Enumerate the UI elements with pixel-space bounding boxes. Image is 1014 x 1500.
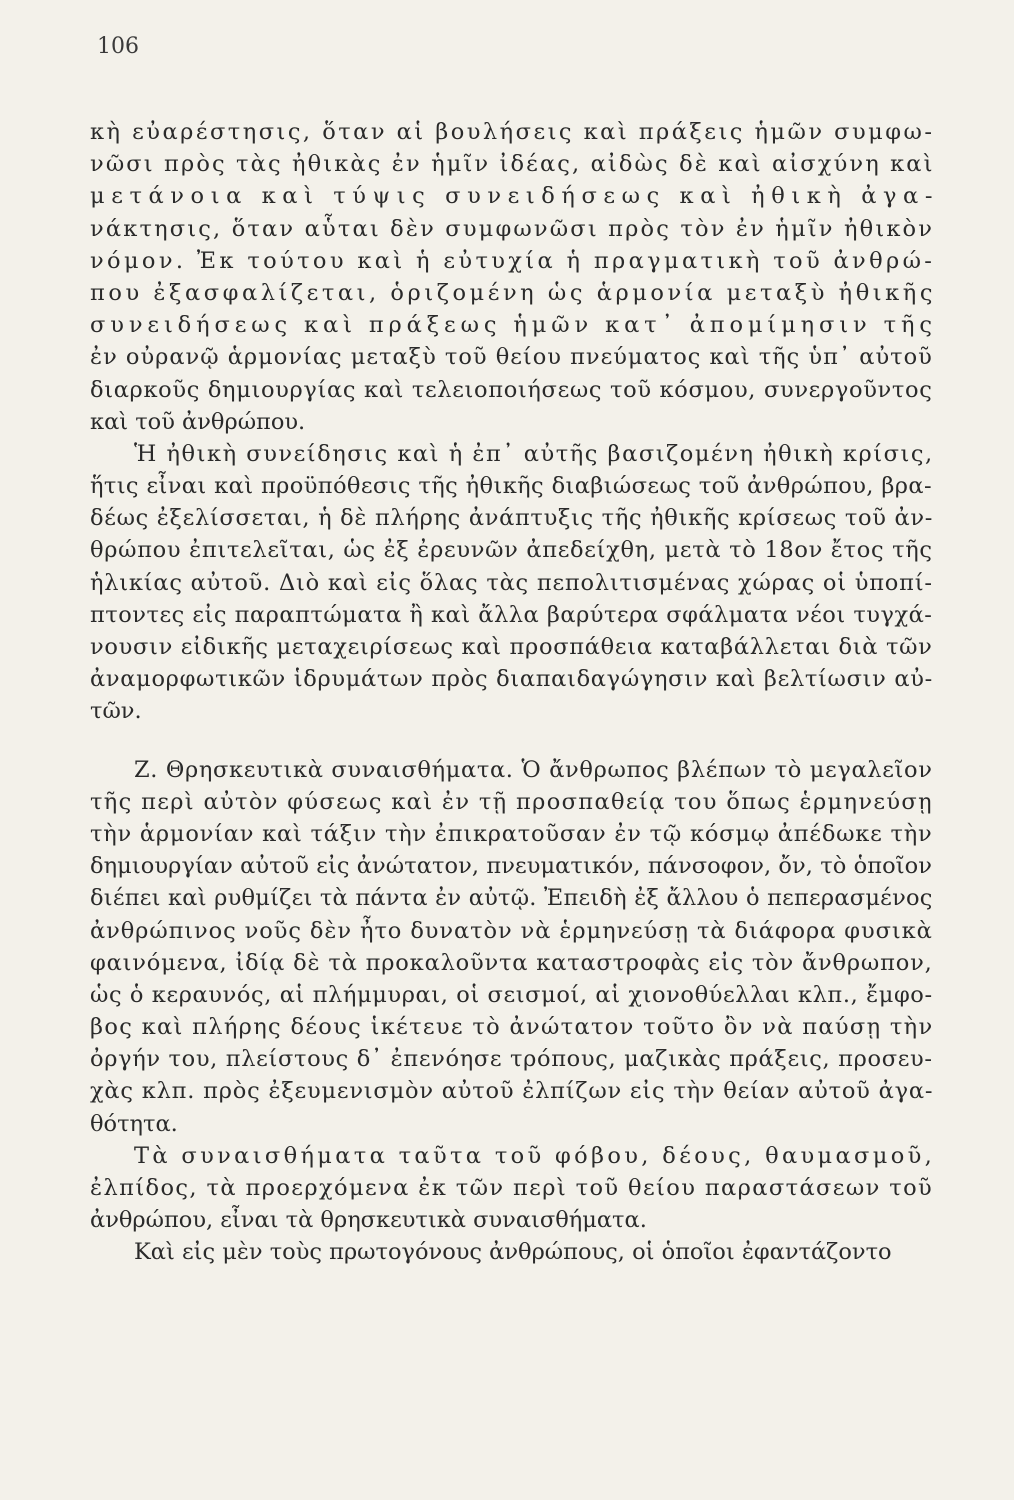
- text-line: θρώπου ἐπιτελεῖται, ὡς ἐξ ἐρευνῶν ἀπεδείχθη, μετὰ τὸ 18ον ἔτος τῆς: [90, 537, 933, 564]
- text-line: φαινόμενα, ἰδίᾳ δὲ τὰ προκαλοῦντα καταστροφὰς εἰς τὸν ἄνθρωπον,: [90, 949, 933, 976]
- text-line: ἀνθρώπου, εἶναι τὰ θρησκευτικὰ συναισθήματα.: [90, 1207, 647, 1234]
- text-line: που ἐξασφαλίζεται, ὁριζομένη ὡς ἁρμονία μεταξὺ ἠθικῆς: [90, 279, 936, 306]
- text-line: διαρκοῦς δημιουργίας καὶ τελειοποιήσεως τοῦ κόσμου, συνεργοῦντος: [90, 376, 933, 403]
- text-line: συνειδήσεως καὶ πράξεως ἡμῶν κατ᾽ ἀπομίμησιν τῆς: [90, 312, 937, 339]
- text-line: νάκτησις, ὅταν αὗται δὲν συμφωνῶσι πρὸς τὸν ἐν ἡμῖν ἠθικὸν: [90, 215, 935, 242]
- text-line: τὴν ἁρμονίαν καὶ τάξιν τὴν ἐπικρατοῦσαν ἐν τῷ κόσμῳ ἀπέδωκε τὴν: [90, 820, 933, 847]
- text-line: κὴ εὐαρέστησις, ὅταν αἱ βουλήσεις καὶ πράξεις ἡμῶν συμφω-: [90, 119, 935, 145]
- text-line: ὀργήν του, πλείστους δ᾽ ἐπενόησε τρόπους, μαζικὰς πράξεις, προσευ-: [90, 1046, 933, 1073]
- text-line: ἀνθρώπινος νοῦς δὲν ἦτο δυνατὸν νὰ ἑρμηνεύσῃ τὰ διάφορα φυσικὰ: [90, 917, 933, 944]
- text-line: διέπει καὶ ρυθμίζει τὰ πάντα ἐν αὐτῷ. Ἐπειδὴ ἐξ ἄλλου ὁ πεπερασμένος: [90, 885, 933, 912]
- text-line: Τὰ συναισθήματα ταῦτα τοῦ φόβου, δέους, θαυμασμοῦ,: [134, 1142, 936, 1169]
- text-line: ἀναμορφωτικῶν ἱδρυμάτων πρὸς διαπαιδαγώγησιν καὶ βελτίωσιν αὐ-: [90, 666, 933, 693]
- text-line: βος καὶ πλήρης δέους ἱκέτευε τὸ ἀνώτατον τοῦτο ὂν νὰ παύσῃ τὴν: [90, 1014, 934, 1041]
- text-line: δημιουργίαν αὐτοῦ εἰς ἀνώτατον, πνευματικόν, πάνσοφον, ὄν, τὸ ὁποῖον: [90, 853, 932, 880]
- text-line: νουσιν εἰδικῆς μεταχειρίσεως καὶ προσπάθεια καταβάλλεται διὰ τῶν: [90, 634, 933, 660]
- paragraph-gap: [90, 728, 932, 754]
- text-line: δέως ἐξελίσσεται, ἡ δὲ πλήρης ἀνάπτυξις τῆς ἠθικῆς κρίσεως τοῦ ἀν-: [90, 505, 934, 532]
- text-line: ἐλπίδος, τὰ προερχόμενα ἐκ τῶν περὶ τοῦ θείου παραστάσεων τοῦ: [90, 1175, 934, 1201]
- text-line: ἡλικίας αὐτοῦ. Διὸ καὶ εἰς ὅλας τὰς πεπολιτισμένας χώρας οἱ ὑποπί-: [90, 569, 933, 596]
- page-number: 106: [97, 34, 139, 59]
- text-line: νῶσι πρὸς τὰς ἠθικὰς ἐν ἡμῖν ἰδέας, αἰδὼς δὲ καὶ αἰσχύνη καὶ: [90, 151, 935, 178]
- text-line: πτοντες εἰς παραπτώματα ἢ καὶ ἄλλα βαρύτερα σφάλματα νέοι τυγχά-: [90, 601, 933, 628]
- text-line: τῆς περὶ αὐτὸν φύσεως καὶ ἐν τῇ προσπαθείᾳ του ὅπως ἑρμηνεύσῃ: [90, 788, 933, 815]
- text-line: θότητα.: [90, 1110, 178, 1137]
- text-line: χὰς κλπ. πρὸς ἐξευμενισμὸν αὐτοῦ ἐλπίζων εἰς τὴν θείαν αὐτοῦ ἀγα-: [90, 1078, 934, 1105]
- text-line: ἥτις εἶναι καὶ προϋπόθεσις τῆς ἠθικῆς διαβιώσεως τοῦ ἀνθρώπου, βρα-: [90, 473, 933, 500]
- text-line: μετάνοια καὶ τύψις συνειδήσεως καὶ ἠθικὴ ἀγα-: [90, 183, 940, 210]
- text-line: νόμον. Ἐκ τούτου καὶ ἡ εὐτυχία ἡ πραγματικὴ τοῦ ἀνθρώ-: [90, 247, 936, 274]
- body-text: [90, 116, 940, 1269]
- text-line: ὡς ὁ κεραυνός, αἱ πλήμμυραι, οἱ σεισμοί, αἱ χιονοθύελλαι κλπ., ἔμφο-: [90, 981, 933, 1008]
- text-line: τῶν.: [90, 698, 142, 725]
- text-line: ἐν οὐρανῷ ἁρμονίας μεταξὺ τοῦ θείου πνεύματος καὶ τῆς ὑπ᾽ αὐτοῦ: [90, 344, 933, 371]
- text-line: Ζ. Θρησκευτικὰ συναισθήματα. Ὁ ἄνθρωπος βλέπων τὸ μεγαλεῖον: [134, 756, 933, 783]
- text-line: Ἡ ἠθικὴ συνείδησις καὶ ἡ ἐπ᾽ αὐτῆς βασιζομένη ἠθικὴ κρίσις,: [134, 440, 934, 467]
- text-line: καὶ τοῦ ἀνθρώπου.: [90, 408, 306, 435]
- text-line: Καὶ εἰς μὲν τοὺς πρωτογόνους ἀνθρώπους, οἱ ὁποῖοι ἐφαντάζοντο: [134, 1239, 892, 1266]
